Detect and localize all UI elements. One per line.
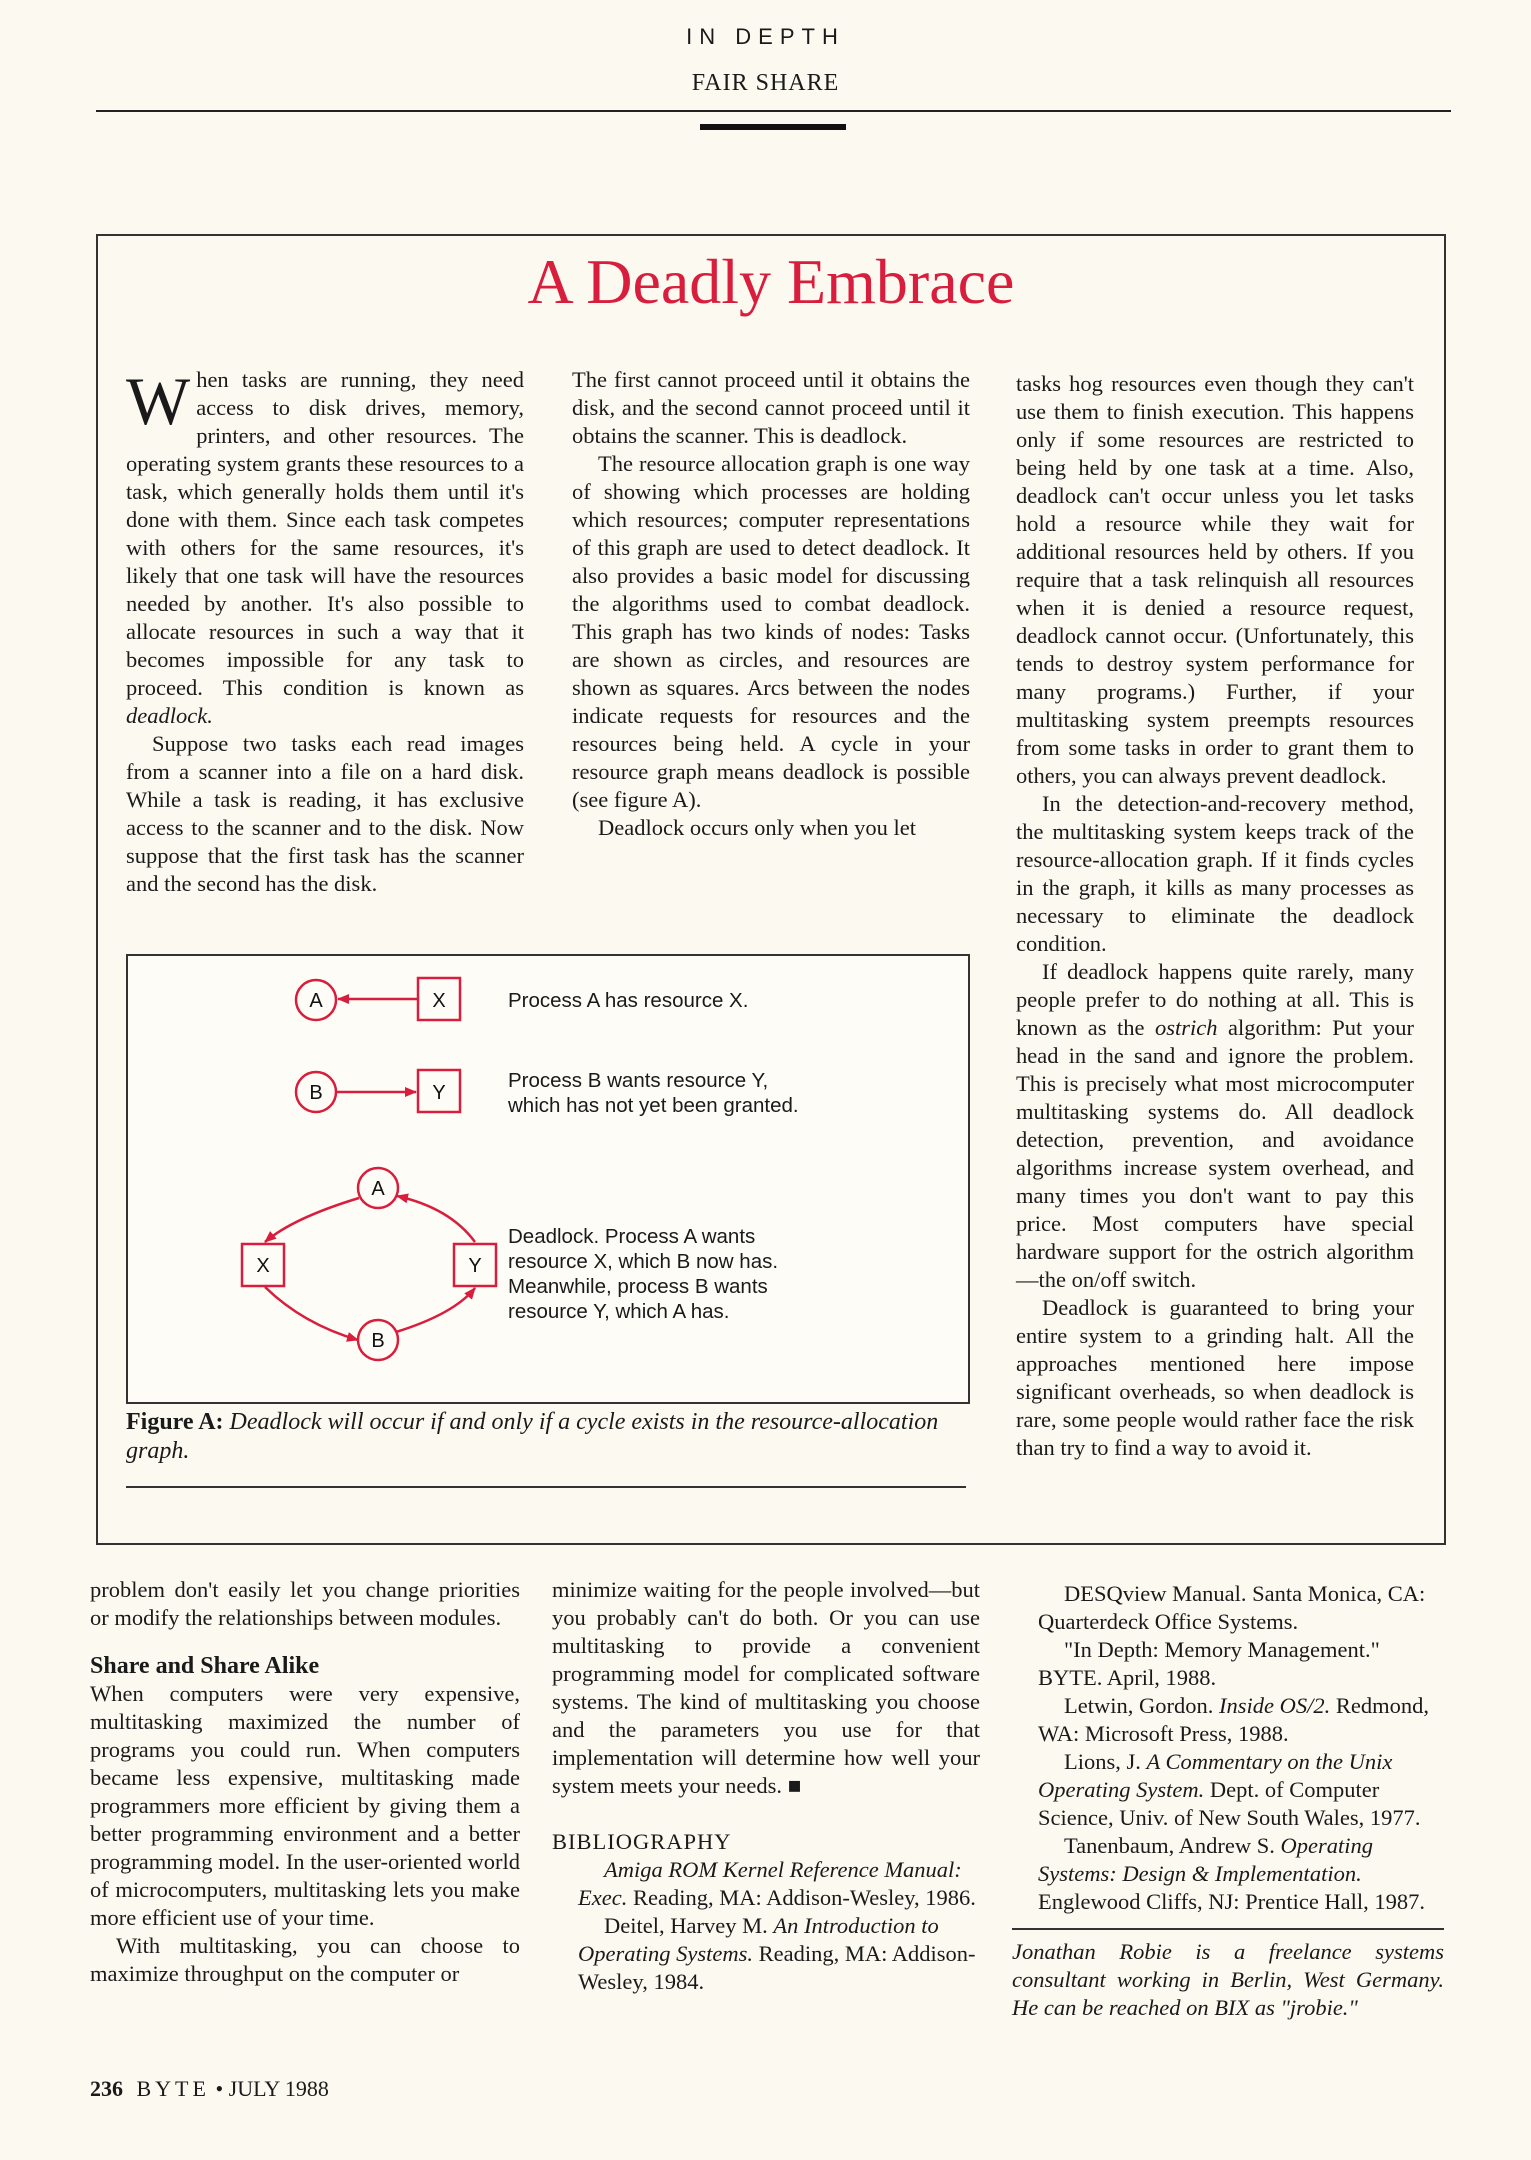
bibliography-entry: Amiga ROM Kernel Reference Manual: Exec. Reading, MA: Addison-Wesley, 1986. bbox=[578, 1857, 976, 1910]
bibliography-entry: "In Depth: Memory Management." BYTE. April, 1988. bbox=[1038, 1637, 1380, 1690]
header-bar bbox=[700, 124, 846, 130]
node-label: B bbox=[371, 1330, 385, 1352]
figure-label-1: Process A has resource X. bbox=[508, 989, 749, 1012]
sidebar-paragraph: The resource allocation graph is one way of showing which processes are holding which resources; computer representations of this graph are used to detect deadlock. It also provides a basic model for discussing the algorithms used to combat deadlock. This graph has two kinds of nodes: Tasks are shown as circles, and resources are shown as squares. Arcs between the nodes indicate requests for resources and the resources being held. A cycle in your resource graph means deadlock is possible (see figure A). bbox=[572, 451, 970, 812]
resource-allocation-diagram bbox=[128, 956, 968, 1402]
magazine-name: BYTE bbox=[136, 2076, 210, 2101]
body-paragraph: problem don't easily let you change priorities or modify the relationships between modules. bbox=[90, 1577, 520, 1630]
bibliography-entry: Letwin, Gordon. Inside OS/2. Redmond, WA: Microsoft Press, 1988. bbox=[1038, 1693, 1429, 1746]
node-label: Y bbox=[432, 1082, 446, 1104]
figure-caption: Figure A: Deadlock will occur if and only if a cycle exists in the resource-allocation graph. bbox=[126, 1409, 939, 1464]
footer-separator: • bbox=[215, 2076, 224, 2101]
page-footer bbox=[90, 2076, 329, 2102]
sidebar-paragraph: When tasks are running, they need access to disk drives, memory, printers, and other resources. The operating system grants these resources to a task, which generally holds them until it's done with them. Since each task competes with others for the same resources, it's likely that one task will have the resources needed by another. It's also possible to allocate resources in such a way that it becomes impossible for any task to proceed. This condition is known as deadlock. bbox=[126, 363, 524, 728]
sidebar-paragraph: If deadlock happens quite rarely, many people prefer to do nothing at all. This is known as the ostrich algorithm: Put your head in the sand and ignore the problem. This is precisely what most microcomputer multitasking systems do. All deadlock detection, prevention, and avoidance algorithms increase system overhead, and many times you don't want to pay this price. Most computers have special hardware support for the ostrich algorithm—the on/off switch. bbox=[1016, 959, 1414, 1292]
arc-b-wants-y bbox=[396, 1288, 475, 1332]
figure-label-2: Process B wants resource Y, which has not yet been granted. bbox=[508, 1069, 799, 1117]
issue-date: JULY 1988 bbox=[228, 2076, 329, 2101]
node-label: Y bbox=[468, 1255, 482, 1277]
node-label: A bbox=[309, 990, 323, 1012]
sidebar-title: A Deadly Embrace bbox=[527, 246, 1015, 317]
bibliography-entry: DESQview Manual. Santa Monica, CA: Quarterdeck Office Systems. bbox=[1038, 1581, 1426, 1634]
body-paragraph: When computers were very expensive, multitasking maximized the number of programs you could run. When computers became less expensive, multitasking made programmers more efficient by giving them a better programming environment and a better programming model. In the user-oriented world of microcomputers, multitasking lets you make more efficient use of your time. bbox=[90, 1681, 520, 1930]
arc-a-wants-x bbox=[265, 1198, 359, 1242]
header-rule bbox=[96, 110, 1451, 112]
caption-rule bbox=[126, 1486, 966, 1488]
node-label: A bbox=[371, 1178, 385, 1200]
body-column-2 bbox=[552, 1576, 980, 1996]
section-kicker: IN DEPTH bbox=[686, 24, 845, 49]
figure-label-3: Deadlock. Process A wants resource X, which B now has. Meanwhile, process B wants resource Y, which A has. bbox=[508, 1225, 779, 1323]
sidebar-paragraph: Suppose two tasks each read images from a scanner into a file on a hard disk. While a task is reading, it has exclusive access to the scanner and to the disk. Now suppose that the first task has the scanner and the second has the disk. bbox=[126, 731, 524, 896]
sidebar-paragraph: Deadlock occurs only when you let bbox=[598, 815, 917, 840]
body-column-3 bbox=[1012, 1580, 1444, 2022]
author-note: Jonathan Robie is a freelance systems consultant working in Berlin, West Germany. He can be reached on BIX as "jrobie." bbox=[1012, 1939, 1444, 2020]
bibliography-entry: Tanenbaum, Andrew S. Operating Systems: Design & Implementation. Englewood Cliffs, NJ: Prentice Hall, 1987. bbox=[1038, 1833, 1426, 1914]
bibliography-heading: BIBLIOGRAPHY bbox=[552, 1829, 732, 1854]
drop-cap: W bbox=[126, 363, 191, 439]
node-label: X bbox=[256, 1255, 270, 1277]
node-label: X bbox=[432, 990, 446, 1012]
sidebar-paragraph: The first cannot proceed until it obtains the disk, and the second cannot proceed until it obtains the scanner. This is deadlock. bbox=[572, 367, 970, 448]
page-number: 236 bbox=[90, 2076, 123, 2101]
body-paragraph: With multitasking, you can choose to maximize throughput on the computer or bbox=[90, 1933, 520, 1986]
section-title: FAIR SHARE bbox=[691, 70, 840, 96]
arc-y-held-by-a bbox=[397, 1196, 475, 1242]
figure-a bbox=[126, 954, 970, 1404]
bibliography-entry: Lions, J. A Commentary on the Unix Operating System. Dept. of Computer Science, Univ. of New South Wales, 1977. bbox=[1038, 1749, 1421, 1830]
body-column-1 bbox=[90, 1576, 520, 1988]
end-mark: ■ bbox=[787, 1773, 802, 1798]
bibliography-entry: Deitel, Harvey M. An Introduction to Operating Systems. Reading, MA: Addison-Wesley, 1984. bbox=[578, 1913, 976, 1994]
sidebar-column-2 bbox=[572, 366, 970, 842]
sidebar-column-1 bbox=[126, 363, 524, 898]
sidebar-column-3 bbox=[1016, 370, 1414, 1462]
sidebar-paragraph: tasks hog resources even though they can't use them to finish execution. This happens only if some resources are restricted to being held by one task at a time. Also, deadlock can't occur unless you let tasks hold a resource while they wait for additional resources held by others. If you require that a task relinquish all resources when it is denied a resource request, deadlock cannot occur. (Unfortunately, this tends to destroy system performance for many programs.) Further, if your multitasking system preempts resources from some tasks in order to grant them to others, you can always prevent deadlock. bbox=[1016, 371, 1414, 788]
subhead: Share and Share Alike bbox=[90, 1653, 320, 1679]
sidebar-paragraph: In the detection-and-recovery method, the multitasking system keeps track of the resource-allocation graph. If it finds cycles in the graph, it kills as many processes as necessary to eliminate the deadlock condition. bbox=[1016, 791, 1414, 956]
sidebar-paragraph: Deadlock is guaranteed to bring your entire system to a grinding halt. All the approaches mentioned here impose significant overheads, so when deadlock is rare, some people would rather face the risk than try to find a way to avoid it. bbox=[1016, 1295, 1414, 1460]
body-paragraph: minimize waiting for the people involved—but you probably can't do both. Or you can use multitasking to provide a convenient programming model for complicated software systems. The kind of multitasking you choose and the parameters you use for that implementation will determine how well your system meets your needs. ■ bbox=[552, 1577, 980, 1798]
node-label: B bbox=[309, 1082, 323, 1104]
author-rule bbox=[1012, 1928, 1444, 1930]
arc-x-held-by-b bbox=[265, 1287, 358, 1340]
